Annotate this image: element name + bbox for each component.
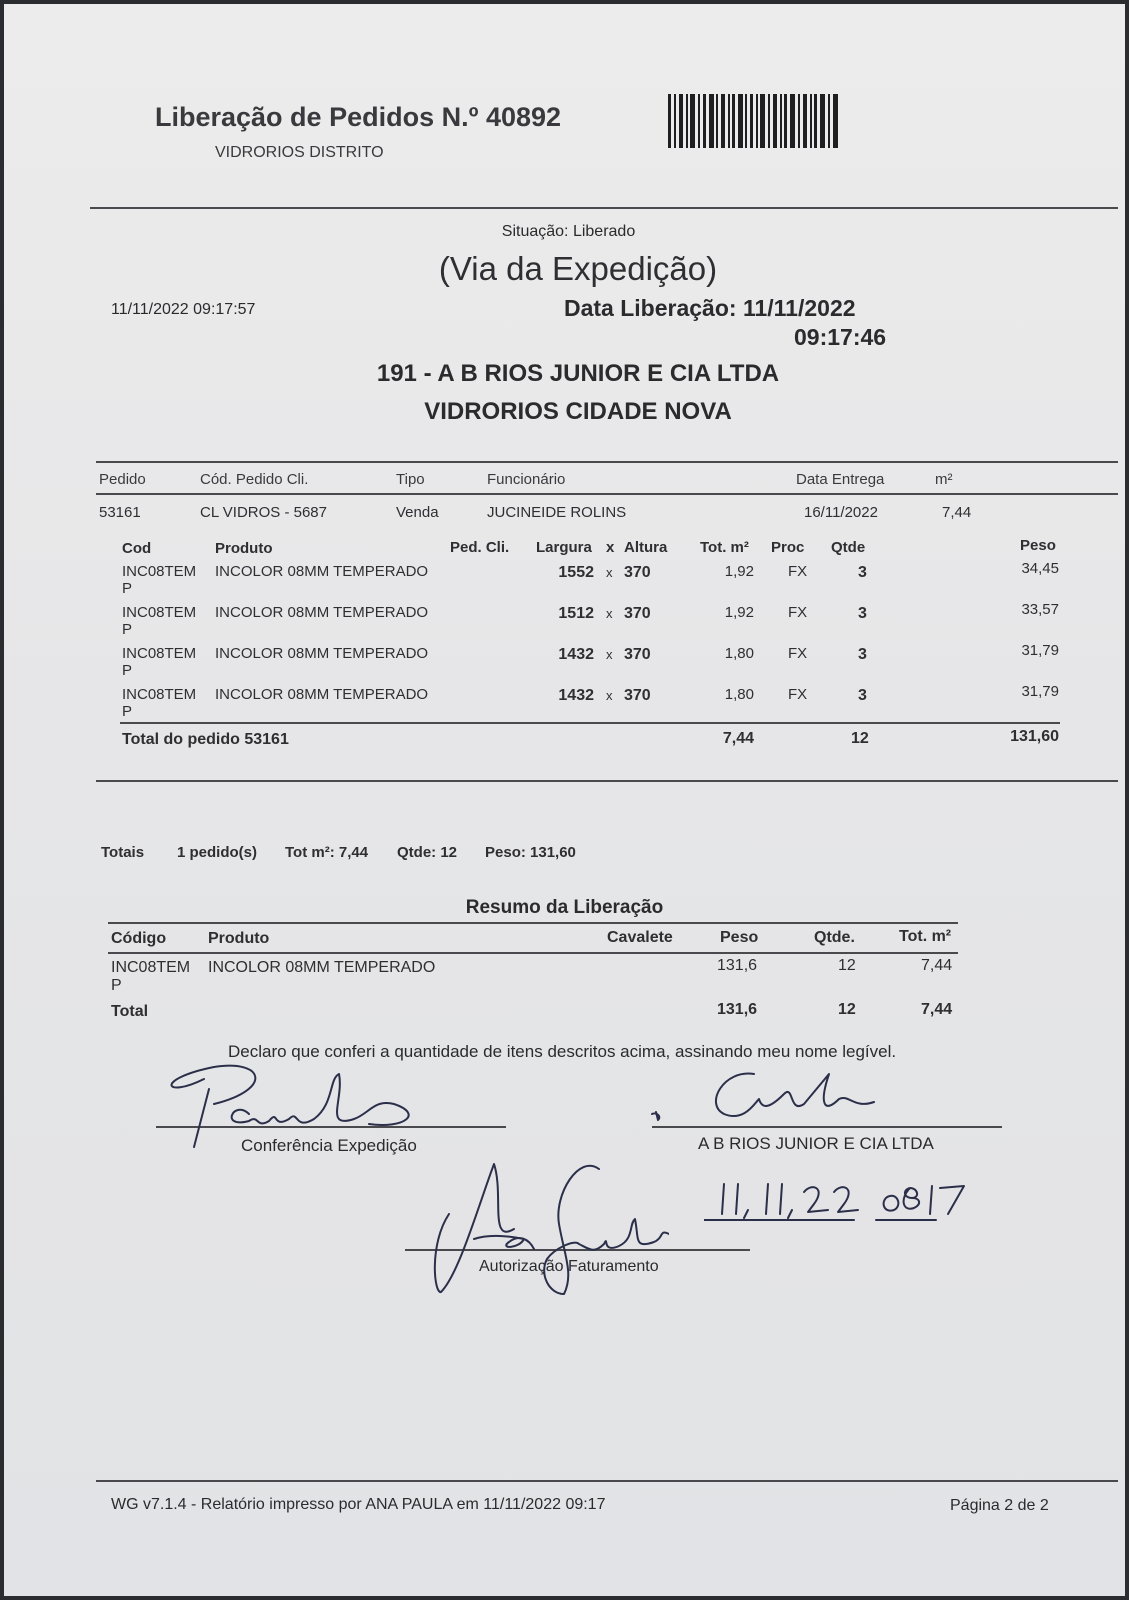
copy-type: (Via da Expedição) <box>438 250 718 287</box>
order-total-qtde: 12 <box>851 730 869 747</box>
item-altura: 370 <box>624 646 651 663</box>
summary-col-produto: Produto <box>208 930 270 947</box>
order-data-entrega: 16/11/2022 <box>804 504 878 521</box>
client-name: 191 - A B RIOS JUNIOR E CIA LTDA <box>376 360 780 387</box>
handwritten-signature-autorizacao <box>429 1154 669 1299</box>
item-tot-m2: 1,80 <box>724 645 754 662</box>
item-cod-suffix: P <box>122 662 133 679</box>
signature-label-conferencia: Conferência Expedição <box>241 1136 417 1155</box>
summary-col-qtde: Qtde. <box>814 929 855 946</box>
item-x: x <box>606 606 613 621</box>
item-x: x <box>606 688 613 703</box>
order-total-line <box>120 722 1060 724</box>
order-tipo: Venda <box>396 504 439 521</box>
item-proc: FX <box>788 563 808 580</box>
item-largura: 1432 <box>558 646 594 663</box>
item-peso: 31,79 <box>1021 642 1059 659</box>
item-largura: 1512 <box>558 605 594 622</box>
item-col-peso: Peso <box>1020 537 1056 554</box>
summary-title: Resumo da Liberação <box>465 897 664 918</box>
item-cod: INC08TEM <box>122 563 197 580</box>
item-produto: INCOLOR 08MM TEMPERADO <box>215 686 429 703</box>
item-largura: 1552 <box>558 564 594 581</box>
summary-qtde: 12 <box>838 957 856 974</box>
order-total-peso: 131,60 <box>1010 728 1059 745</box>
summary-col-peso: Peso <box>720 929 759 946</box>
order-total-label: Total do pedido 53161 <box>122 731 289 748</box>
signature-label-autorizacao: Autorização Faturamento <box>479 1258 659 1275</box>
summary-col-cavalete: Cavalete <box>607 929 673 946</box>
item-col-proc: Proc <box>771 539 805 556</box>
status-situacao: Situação: Liberado <box>501 223 636 240</box>
item-altura: 370 <box>624 687 651 704</box>
summary-produto: INCOLOR 08MM TEMPERADO <box>208 959 436 976</box>
item-produto: INCOLOR 08MM TEMPERADO <box>215 604 429 621</box>
item-col-qtde: Qtde <box>831 539 866 556</box>
order-funcionario: JUCINEIDE ROLINS <box>487 504 627 521</box>
item-cod: INC08TEM <box>122 686 197 703</box>
handwritten-date-text: 11,11,22 08:17 <box>704 1174 711 1175</box>
footer-line <box>96 1480 1118 1482</box>
item-qtde: 3 <box>858 564 867 581</box>
col-cod-pedido-cli: Cód. Pedido Cli. <box>200 471 309 488</box>
item-col-x: x <box>606 539 615 556</box>
declaration-text: Declaro que conferi a quantidade de itens descritos acima, assinando meu nome legível. <box>228 1042 897 1061</box>
col-tipo: Tipo <box>396 471 425 488</box>
item-cod: INC08TEM <box>122 604 197 621</box>
release-date: Data Liberação: 11/11/2022 <box>564 295 856 321</box>
totals-qtde: Qtde: 12 <box>397 844 458 861</box>
item-col-tot-m2: Tot. m² <box>700 539 749 556</box>
handwritten-date <box>704 1174 984 1224</box>
item-peso: 34,45 <box>1021 560 1059 577</box>
item-cod: INC08TEM <box>122 645 197 662</box>
item-col-cod: Cod <box>122 540 152 557</box>
totals-label: Totais <box>101 844 145 861</box>
item-proc: FX <box>788 604 808 621</box>
item-altura: 370 <box>624 564 651 581</box>
handwritten-signature-client <box>644 1054 894 1129</box>
item-tot-m2: 1,92 <box>724 563 754 580</box>
item-largura: 1432 <box>558 687 594 704</box>
summary-top-line <box>108 922 958 924</box>
client-store: VIDRORIOS CIDADE NOVA <box>424 398 732 425</box>
col-funcionario: Funcionário <box>487 471 566 488</box>
order-total-m2: 7,44 <box>722 730 754 747</box>
item-col-produto: Produto <box>215 540 273 557</box>
handwritten-signature-conferencia <box>154 1059 464 1149</box>
item-altura: 370 <box>624 605 651 622</box>
item-proc: FX <box>788 686 808 703</box>
summary-total-m2: 7,44 <box>921 1001 953 1018</box>
item-peso: 31,79 <box>1021 683 1059 700</box>
summary-total-qtde: 12 <box>838 1001 856 1018</box>
item-produto: INCOLOR 08MM TEMPERADO <box>215 645 429 662</box>
handwritten-name: Paula <box>154 1059 157 1060</box>
item-qtde: 3 <box>858 646 867 663</box>
footer-page-number: Página 2 de 2 <box>950 1497 1049 1514</box>
summary-header-line <box>108 952 958 954</box>
summary-tot-m2: 7,44 <box>921 957 953 974</box>
order-table-bottom-line <box>96 780 1118 782</box>
summary-col-tot-m2: Tot. m² <box>899 928 952 945</box>
col-data-entrega: Data Entrega <box>796 471 885 488</box>
item-col-largura: Largura <box>536 539 592 556</box>
order-m2: 7,44 <box>942 504 972 521</box>
summary-codigo: INC08TEM <box>111 959 191 976</box>
print-datetime: 11/11/2022 09:17:57 <box>111 301 256 318</box>
signature-label-client: A B RIOS JUNIOR E CIA LTDA <box>698 1134 934 1153</box>
col-m2: m² <box>935 471 953 488</box>
summary-total-peso: 131,6 <box>717 1001 758 1018</box>
company-name: VIDRORIOS DISTRITO <box>215 144 384 161</box>
order-pedido: 53161 <box>99 504 141 521</box>
summary-col-codigo: Código <box>111 930 167 947</box>
summary-total-label: Total <box>111 1003 149 1020</box>
order-header-line <box>96 493 1118 495</box>
item-peso: 33,57 <box>1021 601 1059 618</box>
item-tot-m2: 1,92 <box>724 604 754 621</box>
item-produto: INCOLOR 08MM TEMPERADO <box>215 563 429 580</box>
document-title: Liberação de Pedidos N.º 40892 <box>155 102 562 132</box>
order-cod-pedido-cli: CL VIDROS - 5687 <box>200 504 327 521</box>
item-x: x <box>606 647 613 662</box>
item-tot-m2: 1,80 <box>724 686 754 703</box>
summary-codigo-suffix: P <box>111 977 122 994</box>
order-table-top-line <box>96 461 1118 463</box>
document-page <box>4 4 1125 1596</box>
col-pedido: Pedido <box>99 471 146 488</box>
item-cod-suffix: P <box>122 621 133 638</box>
header-divider <box>90 207 1118 209</box>
totals-pedidos: 1 pedido(s) <box>177 844 258 861</box>
totals-m2: Tot m²: 7,44 <box>285 844 369 861</box>
item-proc: FX <box>788 645 808 662</box>
footer-print-info: WG v7.1.4 - Relatório impresso por ANA PAULA em 11/11/2022 09:17 <box>111 1496 606 1513</box>
item-x: x <box>606 565 613 580</box>
item-cod-suffix: P <box>122 703 133 720</box>
summary-peso: 131,6 <box>717 957 758 974</box>
release-time: 09:17:46 <box>794 324 887 350</box>
barcode <box>668 94 838 148</box>
item-col-altura: Altura <box>624 539 668 556</box>
item-cod-suffix: P <box>122 580 133 597</box>
item-qtde: 3 <box>858 687 867 704</box>
totals-peso: Peso: 131,60 <box>485 844 576 861</box>
item-col-ped-cli: Ped. Cli. <box>450 539 510 556</box>
handwritten-auth-name: Ana Paula <box>429 1154 434 1155</box>
item-qtde: 3 <box>858 605 867 622</box>
